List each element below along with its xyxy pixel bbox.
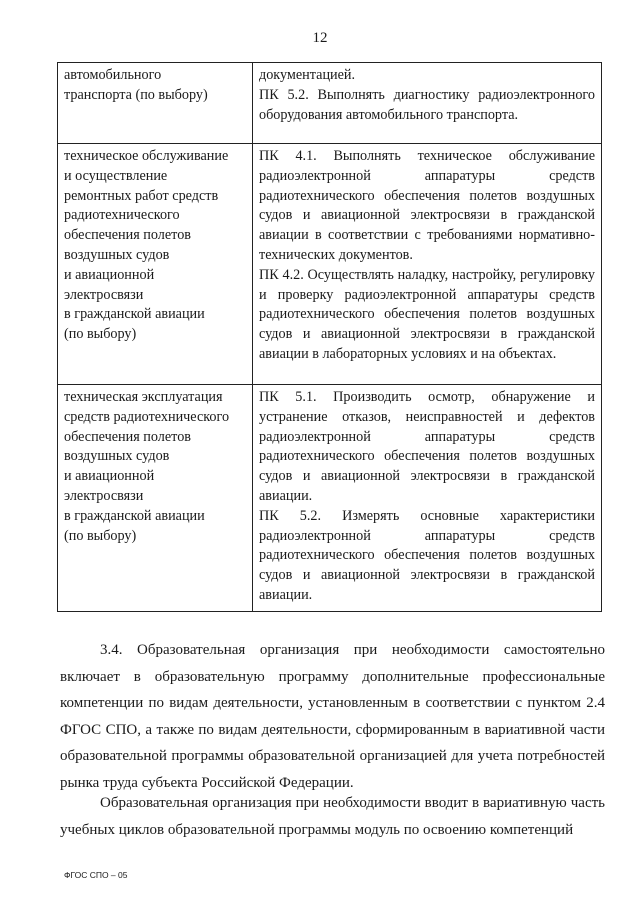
activity-line: техническая эксплуатация: [64, 389, 223, 405]
competency-cell: [253, 144, 602, 385]
activity-line: в гражданской авиации: [64, 306, 205, 323]
page-number: 12: [312, 30, 328, 46]
activity-line: (по выбору): [64, 527, 137, 544]
activity-line: ремонтных работ средств: [64, 187, 219, 204]
competency-text: ПК 4.1. Выполнять техническое обслуживание радиоэлектронной аппаратуры средств радиотехнического обеспечения полетов воздушных судов и авиационной электросвязи в гражданской авиации в соответствии с требованиями нормативно-технических документов.: [259, 148, 595, 263]
body-paragraph: Образовательная организация при необходимости вводит в вариативную часть учебных циклов образовательной программы модуль по освоению компетенций: [60, 795, 605, 838]
table-row: [58, 144, 602, 385]
activity-line: автомобильного: [64, 67, 162, 83]
activity-line: радиотехнического: [64, 207, 180, 224]
competency-text: ПК 4.2. Осуществлять наладку, настройку, регулировку и проверку радиоэлектронной аппаратуры средств радиотехнического обеспечения полетов воздушных судов и авиационной электросвязи в гражданской авиации в лабораторных условиях и на объектах.: [259, 266, 595, 362]
activity-line: и авиационной: [64, 468, 155, 485]
activity-cell: [58, 144, 253, 385]
body-paragraph-block: [60, 790, 605, 843]
activity-line: средств радиотехнического: [64, 408, 230, 425]
activity-line: и осуществление: [64, 167, 168, 184]
activity-line: электросвязи: [64, 487, 144, 504]
activity-line: (по выбору): [64, 326, 137, 343]
body-paragraph-block: [60, 637, 605, 796]
competencies-table: [57, 62, 602, 612]
table-row: [58, 385, 602, 612]
activity-line: техническое обслуживание: [64, 148, 229, 164]
competency-cell: [253, 385, 602, 612]
activity-line: в гражданской авиации: [64, 507, 205, 524]
competency-text: ПК 5.1. Производить осмотр, обнаружение и устранение отказов, неисправностей и дефектов радиоэлектронной аппаратуры средств радиотехнического обеспечения полетов воздушных судов и авиационной электросвязи в гражданской авиации.: [259, 389, 595, 504]
activity-line: обеспечения полетов: [64, 428, 191, 445]
activity-line: воздушных судов: [64, 246, 170, 263]
competency-text: ПК 5.2. Выполнять диагностику радиоэлектронного оборудования автомобильного транспорта.: [259, 86, 595, 123]
competency-text: ПК 5.2. Измерять основные характеристики радиоэлектронной аппаратуры средств радиотехнического обеспечения полетов воздушных судов и авиационной электросвязи в гражданской авиации.: [259, 507, 595, 603]
activity-line: и авиационной: [64, 266, 155, 283]
activity-cell: [58, 63, 253, 144]
activity-cell: [58, 385, 253, 612]
activity-line: транспорта (по выбору): [64, 86, 208, 103]
body-paragraph: 3.4. Образовательная организация при необходимости самостоятельно включает в образовательную программу дополнительные профессиональные компетенции по видам деятельности, установленным в соответствии с пунктом 2.4 ФГОС СПО, а также по видам деятельности, сформированным в вариативной части образовательной программы образовательной организацией для учета потребностей рынка труда субъекта Российской Федерации.: [60, 642, 605, 791]
competency-text: документацией.: [259, 67, 356, 83]
activity-line: обеспечения полетов: [64, 227, 191, 244]
footer-code: ФГОС СПО – 05: [64, 870, 128, 880]
activity-line: электросвязи: [64, 286, 144, 303]
table-row: [58, 63, 602, 144]
activity-line: воздушных судов: [64, 448, 170, 465]
competency-cell: [253, 63, 602, 144]
